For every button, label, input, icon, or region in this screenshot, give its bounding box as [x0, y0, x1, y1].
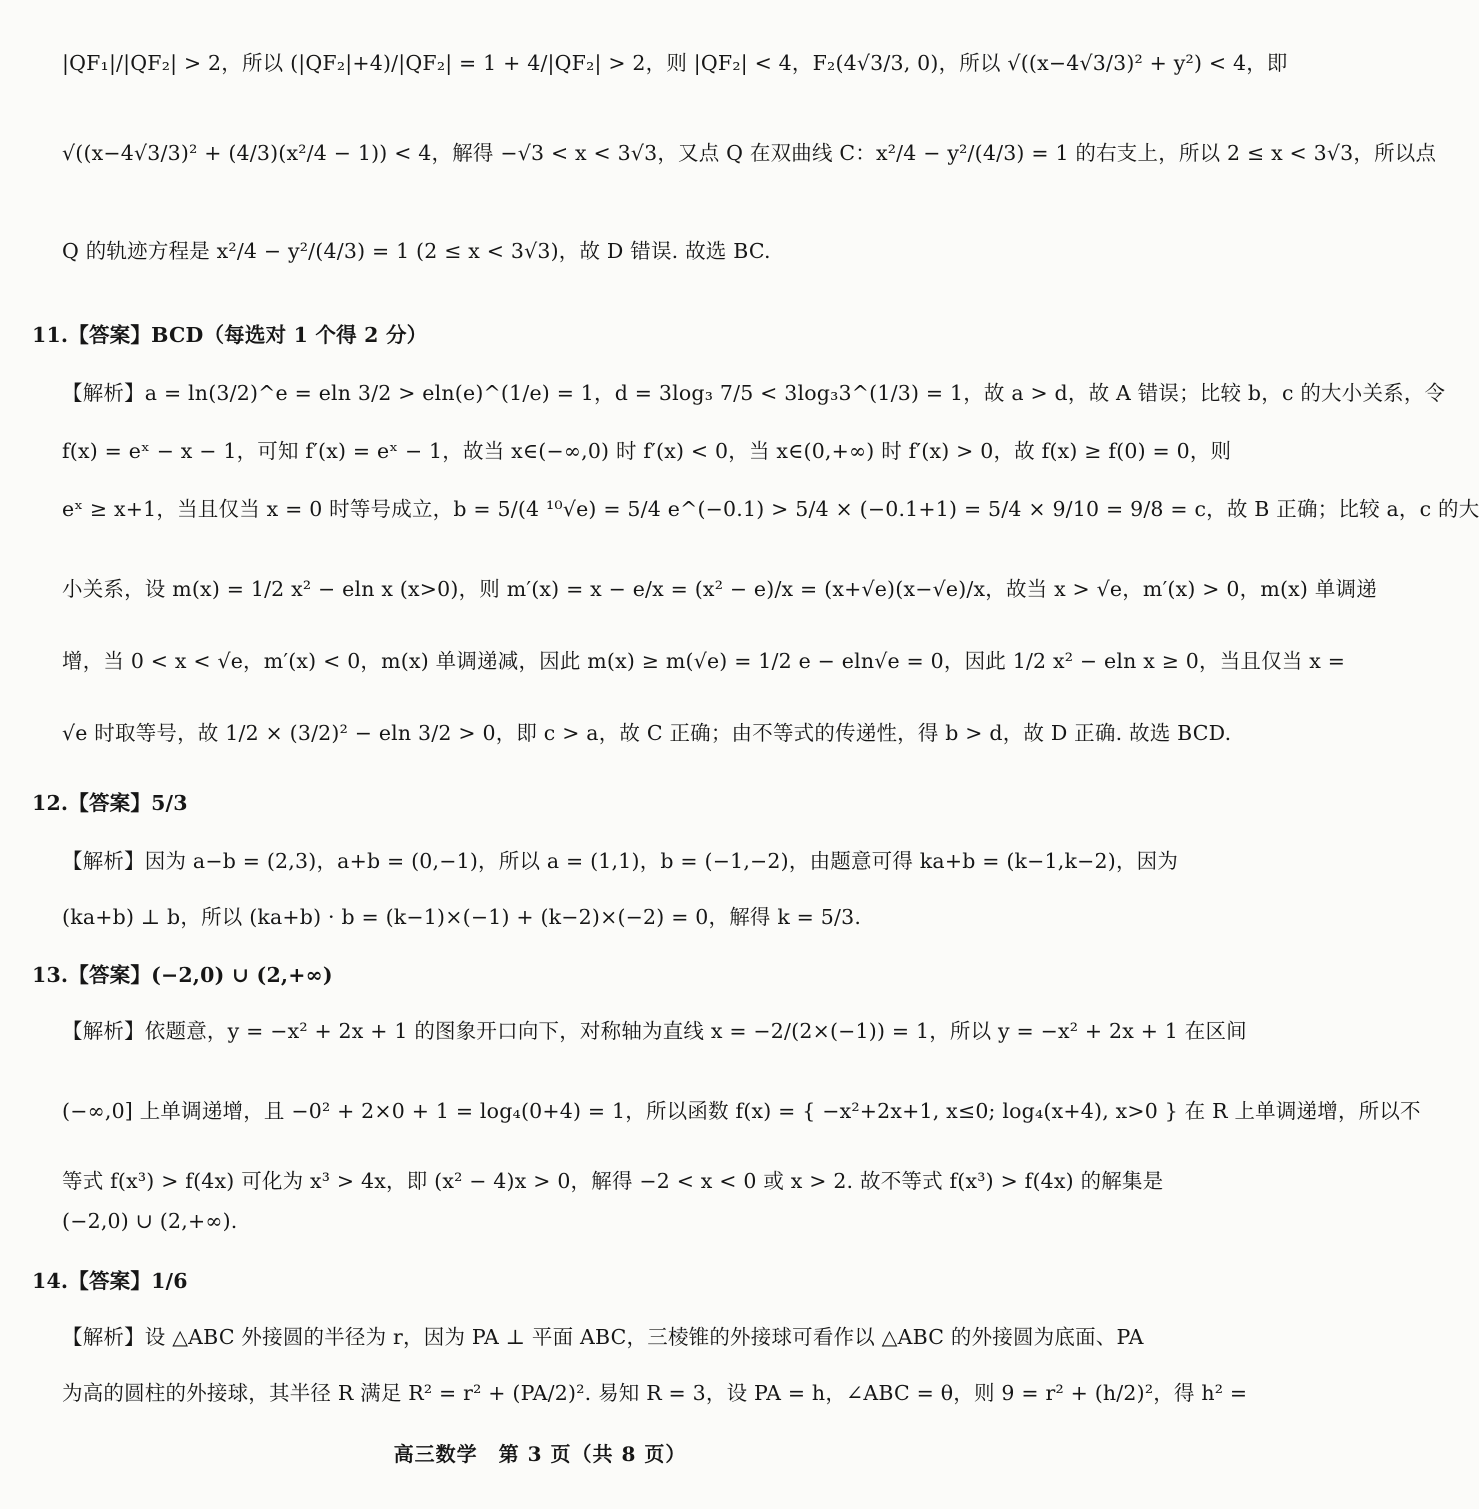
question-13-answer: 13.【答案】(−2,0) ∪ (2,+∞) — [32, 963, 333, 987]
text-line: (ka+b) ⊥ b，所以 (ka+b) · b = (k−1)×(−1) + (k−2)×(−2) = 0，解得 k = 5/3. — [62, 905, 862, 929]
question-14-answer: 14.【答案】1/6 — [32, 1269, 188, 1293]
text-line: √((x−4√3/3)² + (4/3)(x²/4 − 1)) < 4，解得 −√3 < x < 3√3，又点 Q 在双曲线 C：x²/4 − y²/(4/3) = 1 的右支上，所以 2 ≤ x < 3√3，所以点 — [62, 141, 1437, 165]
question-11-answer: 11.【答案】BCD（每选对 1 个得 2 分） — [32, 323, 428, 347]
question-12-answer: 12.【答案】5/3 — [32, 791, 188, 815]
text-line: 小关系，设 m(x) = 1/2 x² − eln x (x>0)，则 m′(x) = x − e/x = (x² − e)/x = (x+√e)(x−√e)/x，故当 x > √e，m′(x) > 0，m(x) 单调递 — [62, 577, 1377, 601]
page-footer: 高三数学 第 3 页（共 8 页） — [393, 1442, 687, 1466]
text-line: 【解析】设 △ABC 外接圆的半径为 r，因为 PA ⊥ 平面 ABC，三棱锥的外接球可看作以 △ABC 的外接圆为底面、PA — [62, 1325, 1144, 1349]
text-line: eˣ ≥ x+1，当且仅当 x = 0 时等号成立，b = 5/(4 ¹⁰√e) = 5/4 e^(−0.1) > 5/4 × (−0.1+1) = 5/4 × 9/10 = 9/8 = c，故 B 正确；比较 a，c 的大 — [62, 497, 1479, 521]
text-line: Q 的轨迹方程是 x²/4 − y²/(4/3) = 1 (2 ≤ x < 3√3)，故 D 错误. 故选 BC. — [62, 239, 771, 263]
text-line: √e 时取等号，故 1/2 × (3/2)² − eln 3/2 > 0，即 c > a，故 C 正确；由不等式的传递性，得 b > d，故 D 正确. 故选 BCD. — [62, 721, 1232, 745]
text-line: (−2,0) ∪ (2,+∞). — [62, 1209, 238, 1233]
text-line: (−∞,0] 上单调递增，且 −0² + 2×0 + 1 = log₄(0+4) = 1，所以函数 f(x) = { −x²+2x+1, x≤0; log₄(x+4), x>0 } 在 R 上单调递增，所以不 — [62, 1099, 1421, 1123]
text-line: 【解析】因为 a−b = (2,3)，a+b = (0,−1)，所以 a = (1,1)，b = (−1,−2)，由题意可得 ka+b = (k−1,k−2)，因为 — [62, 849, 1179, 873]
text-line: 增，当 0 < x < √e，m′(x) < 0，m(x) 单调递减，因此 m(x) ≥ m(√e) = 1/2 e − eln√e = 0，因此 1/2 x² − eln x ≥ 0，当且仅当 x = — [62, 649, 1346, 673]
text-line: 等式 f(x³) > f(4x) 可化为 x³ > 4x，即 (x² − 4)x > 0，解得 −2 < x < 0 或 x > 2. 故不等式 f(x³) > f(4x) 的解集是 — [62, 1169, 1164, 1193]
text-line: 【解析】依题意，y = −x² + 2x + 1 的图象开口向下，对称轴为直线 x = −2/(2×(−1)) = 1，所以 y = −x² + 2x + 1 在区间 — [62, 1019, 1247, 1043]
text-line: |QF₁|/|QF₂| > 2，所以 (|QF₂|+4)/|QF₂| = 1 + 4/|QF₂| > 2，则 |QF₂| < 4，F₂(4√3/3, 0)，所以 √((x−4√3/3)² + y²) < 4，即 — [62, 51, 1288, 75]
text-line: f(x) = eˣ − x − 1，可知 f′(x) = eˣ − 1，故当 x∈(−∞,0) 时 f′(x) < 0，当 x∈(0,+∞) 时 f′(x) > 0，故 f(x) ≥ f(0) = 0，则 — [62, 439, 1232, 463]
text-line: 【解析】a = ln(3/2)^e = eln 3/2 > eln(e)^(1/e) = 1，d = 3log₃ 7/5 < 3log₃3^(1/3) = 1，故 a > d，故 A 错误；比较 b，c 的大小关系，令 — [62, 381, 1446, 405]
text-line: 为高的圆柱的外接球，其半径 R 满足 R² = r² + (PA/2)². 易知 R = 3，设 PA = h，∠ABC = θ，则 9 = r² + (h/2)²，得 h² = — [62, 1381, 1248, 1405]
